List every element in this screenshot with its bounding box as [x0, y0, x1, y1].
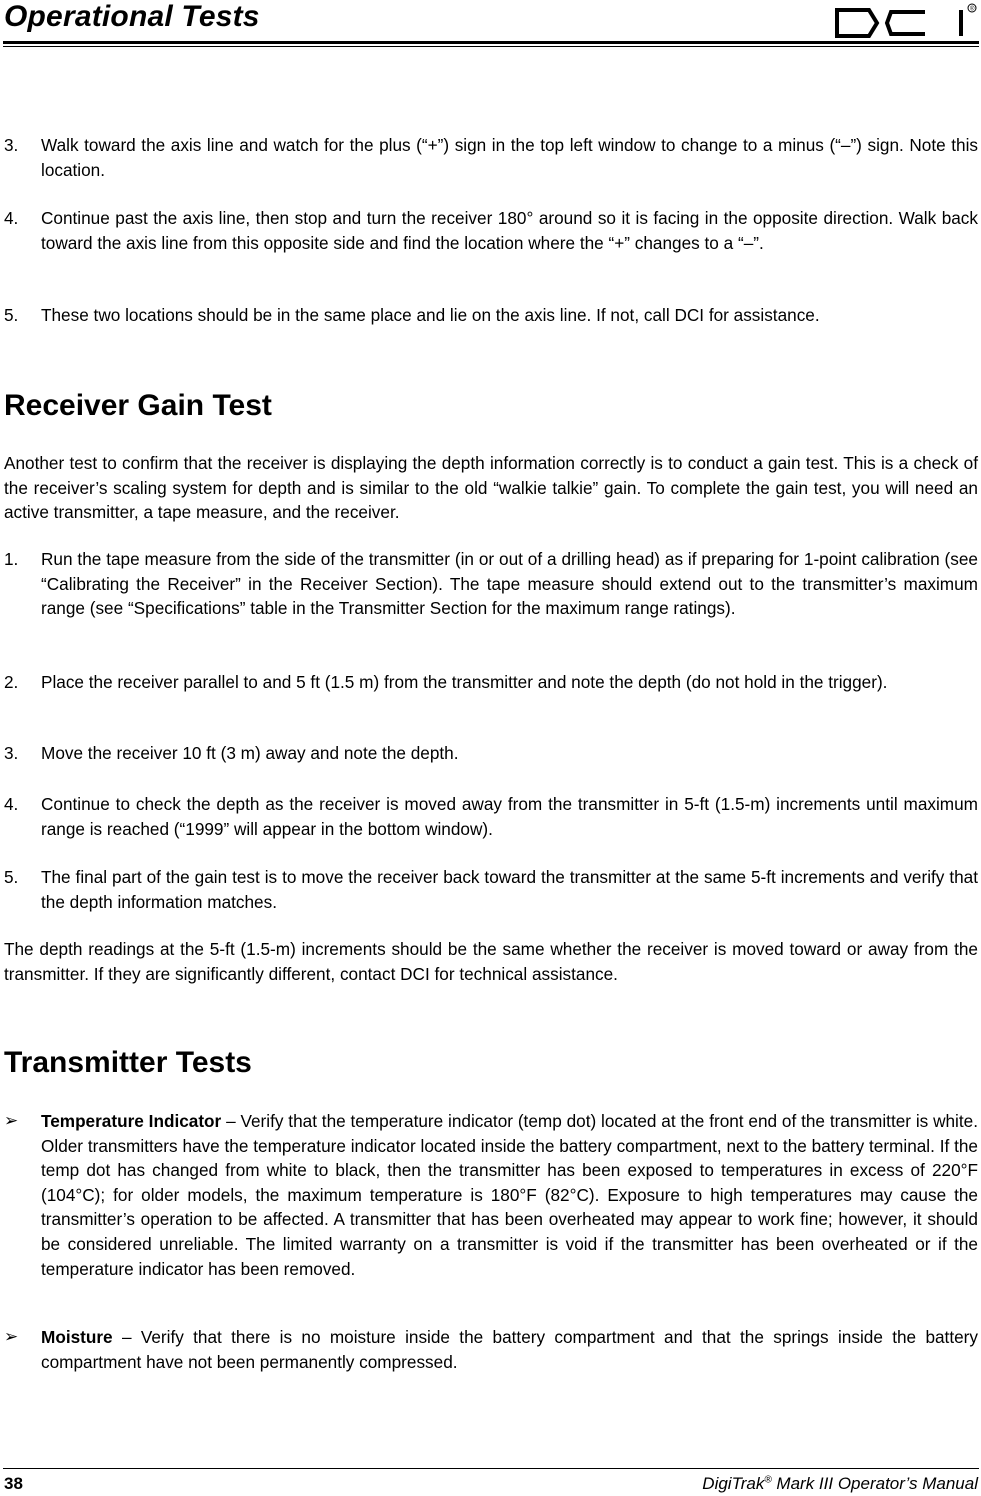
step-text: Run the tape measure from the side of the transmitter (in or out of a drilling head) as if preparing for 1-point calibration (see “Calibrating the Receiver” in the Receiver Section). The tape measure should extend out to the transmitter’s maximum range (see “Specifications” table in the Transmitter Section for the maximum range ratings).: [41, 549, 978, 619]
step-number: 2.: [4, 672, 19, 692]
list-item: [4, 547, 978, 621]
manual-title: [702, 1474, 978, 1494]
step-text: Walk toward the axis line and watch for the plus (“+”) sign in the top left window to change to a minus (“–”) sign. Note this location.: [41, 135, 978, 180]
bullet-text: [41, 1109, 978, 1281]
bullet-term: Temperature Indicator: [41, 1111, 222, 1131]
arrow-bullet-icon: ➢: [4, 1111, 19, 1130]
list-item: [4, 741, 978, 766]
list-item: [4, 206, 978, 255]
manual-name-suffix: Mark III Operator’s Manual: [771, 1474, 978, 1493]
step-number: 4.: [4, 794, 19, 814]
list-item: [4, 792, 978, 841]
step-number: 3.: [4, 135, 19, 155]
header-rule-thin: [3, 46, 979, 47]
paragraph-closing: The depth readings at the 5-ft (1.5-m) increments should be the same whether the receiver is moved toward or away from the transmitter. If they are significantly different, contact DCI for technical assistance.: [4, 939, 978, 984]
svg-text:®: ®: [970, 6, 975, 13]
registered-mark: ®: [764, 1474, 772, 1486]
footer-rule: [3, 1468, 979, 1469]
step-number: 5.: [4, 867, 19, 887]
step-text: Continue past the axis line, then stop and turn the receiver 180° around so it is facing in the opposite direction. Walk back toward the axis line from this opposite side and find the location where the “+” changes to a “–”.: [41, 208, 978, 253]
list-item: [4, 1325, 978, 1374]
step-number: 1.: [4, 549, 19, 569]
step-text: Continue to check the depth as the receiver is moved away from the transmitter in 5-ft (1.5-m) increments until maximum range is reached (“1999” will appear in the bottom window).: [41, 794, 978, 839]
bullet-description: – Verify that the temperature indicator (temp dot) located at the front end of the transmitter is white. Older transmitters have the temperature indicator located inside the battery compartment, next to the battery terminal. If the temp dot has changed from white to black, then the transmitter has been exposed to temperatures in excess of 220°F (104°C); for older models, the maximum temperature is 180°F (82°C). Exposure to high temperatures may cause the transmitter’s operation to be affected. A transmitter that has been overheated may appear to work fine; however, it should be considered unreliable. The limited warranty on a transmitter is void if the transmitter has been overheated or if the temperature indicator has been removed.: [41, 1111, 978, 1279]
section-heading-receiver-gain: Receiver Gain Test: [4, 389, 272, 422]
step-text: Place the receiver parallel to and 5 ft (1.5 m) from the transmitter and note the depth (do not hold in the trigger).: [41, 672, 888, 692]
list-item: [4, 865, 978, 914]
list-item: [4, 670, 978, 695]
section-heading-transmitter-tests: Transmitter Tests: [4, 1046, 252, 1079]
list-item: [4, 303, 978, 328]
step-text: These two locations should be in the same place and lie on the axis line. If not, call DCI for assistance.: [41, 305, 820, 325]
manual-name: DigiTrak: [702, 1474, 765, 1493]
list-item: [4, 1109, 978, 1281]
bullet-text: [41, 1325, 978, 1374]
dci-logo: [833, 2, 979, 40]
step-text: The final part of the gain test is to move the receiver back toward the transmitter at the same 5-ft increments and verify that the depth information matches.: [41, 867, 978, 912]
arrow-bullet-icon: ➢: [4, 1327, 19, 1346]
header-rule: [3, 41, 979, 44]
bullet-term: Moisture: [41, 1327, 113, 1347]
page-title: Operational Tests: [4, 0, 260, 33]
bullet-description: – Verify that there is no moisture inside the battery compartment and that the springs inside the battery compartment have not been permanently compressed.: [41, 1327, 978, 1372]
page-number: 38: [4, 1474, 23, 1493]
list-item: [4, 133, 978, 182]
step-number: 4.: [4, 208, 19, 228]
step-number: 5.: [4, 305, 19, 325]
step-text: Move the receiver 10 ft (3 m) away and note the depth.: [41, 743, 459, 763]
step-number: 3.: [4, 743, 19, 763]
paragraph-intro: Another test to confirm that the receiver is displaying the depth information correctly is to conduct a gain test. This is a check of the receiver’s scaling system for depth and is similar to the old “walkie talkie” gain. To complete the gain test, you will need an active transmitter, a tape measure, and the receiver.: [4, 453, 978, 523]
